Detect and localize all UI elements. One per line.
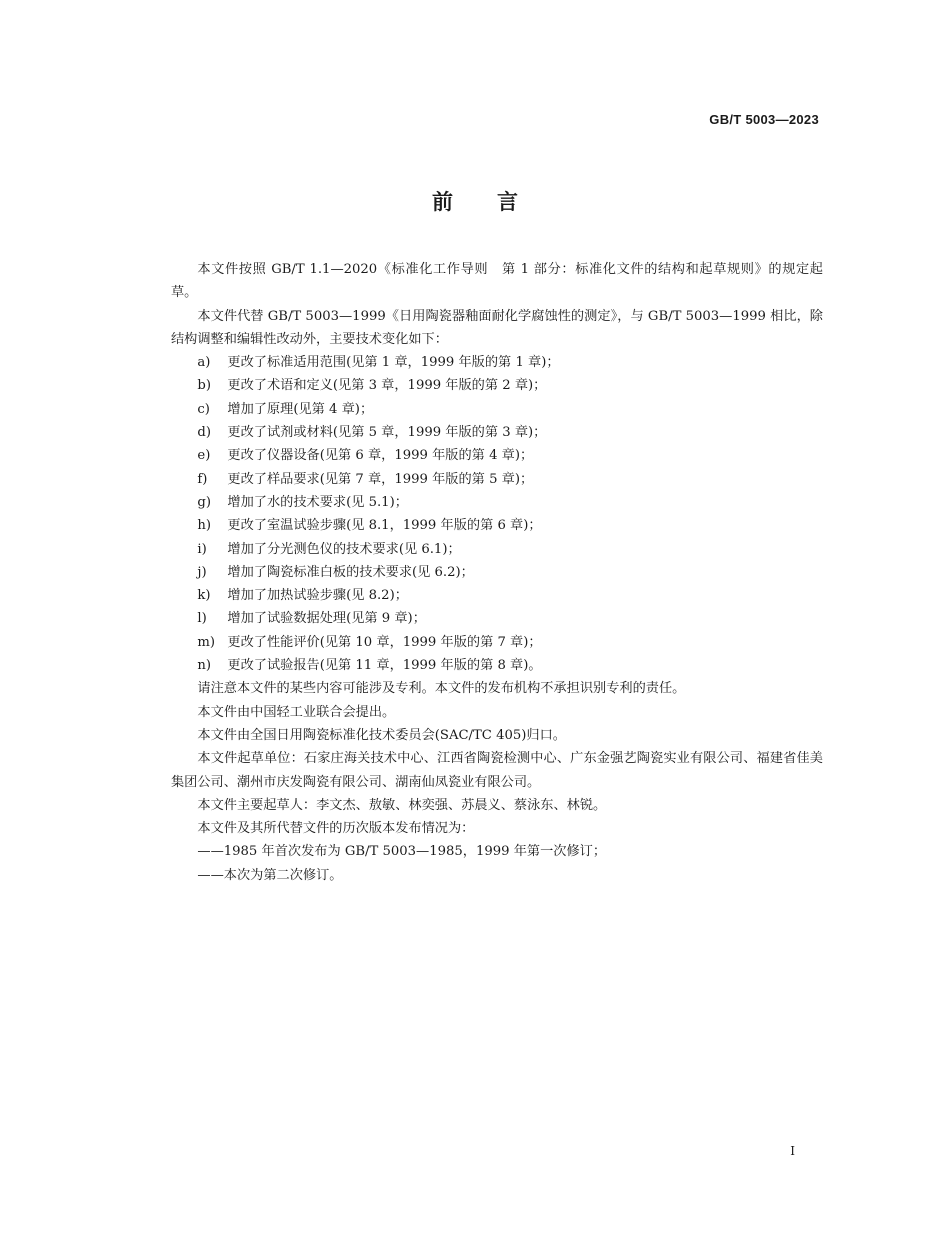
- paragraph-committee: 本文件由全国日用陶瓷标准化技术委员会(SAC/TC 405)归口。: [197, 727, 566, 743]
- list-item-text: 更改了样品要求(见第 7 章，1999 年版的第 5 章)；: [227, 471, 534, 487]
- list-marker: m): [197, 634, 216, 650]
- list-item-text: 更改了标准适用范围(见第 1 章，1999 年版的第 1 章)；: [227, 355, 560, 371]
- list-item-text: 更改了仪器设备(见第 6 章，1999 年版的第 4 章)；: [227, 448, 534, 464]
- list-marker: i): [197, 541, 207, 557]
- list-item-text: 更改了性能评价(见第 10 章，1999 年版的第 7 章)；: [227, 634, 542, 650]
- page-number: I: [790, 1144, 795, 1158]
- list-item-text: 增加了原理(见第 4 章)；: [227, 401, 374, 417]
- list-marker: k): [197, 588, 211, 604]
- list-item: [171, 421, 823, 444]
- list-marker: a): [197, 355, 211, 371]
- foreword-body: [171, 258, 823, 887]
- paragraph-replacement: 本文件代替 GB/T 5003—1999《日用陶瓷器釉面耐化学腐蚀性的测定》，与 GB/T 5003—1999 相比，除结构调整和编辑性改动外，主要技术变化如下：: [171, 308, 823, 347]
- list-marker: e): [197, 448, 211, 464]
- list-marker: j): [197, 564, 207, 580]
- paragraph-drafting-units: 本文件起草单位：石家庄海关技术中心、江西省陶瓷检测中心、广东金强艺陶瓷实业有限公司、福建省佳美集团公司、潮州市庆发陶瓷有限公司、湖南仙凤瓷业有限公司。: [171, 751, 823, 790]
- list-marker: d): [197, 425, 211, 441]
- list-item-text: 增加了试验数据处理(见第 9 章)；: [227, 611, 426, 627]
- list-item-text: 更改了术语和定义(见第 3 章，1999 年版的第 2 章)；: [227, 378, 547, 394]
- list-item-text: 增加了陶瓷标准白板的技术要求(见 6.2)；: [227, 564, 474, 580]
- list-marker: c): [197, 401, 210, 417]
- list-marker: n): [197, 658, 212, 674]
- paragraph-drafters: 本文件主要起草人：李文杰、敖敏、林奕强、苏晨义、蔡泳东、林锐。: [197, 797, 607, 813]
- list-item: [171, 631, 823, 654]
- changes-list: [171, 351, 823, 677]
- list-item-text: 更改了试剂或材料(见第 5 章，1999 年版的第 3 章)；: [227, 425, 547, 441]
- list-item: [171, 538, 823, 561]
- paragraph-history-intro: 本文件及其所代替文件的历次版本发布情况为：: [197, 821, 475, 837]
- list-item-text: 增加了加热试验步骤(见 8.2)；: [227, 588, 408, 604]
- list-item-text: 增加了分光测色仪的技术要求(见 6.1)；: [227, 541, 461, 557]
- history-item: ——本次为第二次修订。: [197, 867, 343, 883]
- list-item: [171, 444, 823, 467]
- page-title: 前言: [432, 190, 562, 214]
- standard-code: GB/T 5003—2023: [709, 112, 819, 127]
- list-item: [171, 607, 823, 630]
- list-item-text: 增加了水的技术要求(见 5.1)；: [227, 494, 408, 510]
- list-marker: h): [197, 518, 212, 534]
- paragraph-patent-notice: 请注意本文件的某些内容可能涉及专利。本文件的发布机构不承担识别专利的责任。: [197, 681, 686, 697]
- list-item: [171, 398, 823, 421]
- list-marker: l): [197, 611, 207, 627]
- list-item: [171, 561, 823, 584]
- list-marker: b): [197, 378, 211, 394]
- paragraph-proposer: 本文件由中国轻工业联合会提出。: [197, 704, 396, 720]
- list-item: [171, 468, 823, 491]
- list-marker: g): [197, 494, 211, 510]
- list-item-text: 更改了室温试验步骤(见 8.1，1999 年版的第 6 章)；: [227, 518, 542, 534]
- list-item: [171, 491, 823, 514]
- history-item: ——1985 年首次发布为 GB/T 5003—1985，1999 年第一次修订；: [197, 844, 607, 860]
- list-item-text: 更改了试验报告(见第 11 章，1999 年版的第 8 章)。: [227, 658, 542, 674]
- list-item: [171, 654, 823, 677]
- list-marker: f): [197, 471, 208, 487]
- list-item: [171, 351, 823, 374]
- paragraph-drafting-rules: 本文件按照 GB/T 1.1—2020《标准化工作导则 第 1 部分：标准化文件的结构和起草规则》的规定起草。: [171, 262, 823, 301]
- list-item: [171, 584, 823, 607]
- list-item: [171, 514, 823, 537]
- list-item: [171, 374, 823, 397]
